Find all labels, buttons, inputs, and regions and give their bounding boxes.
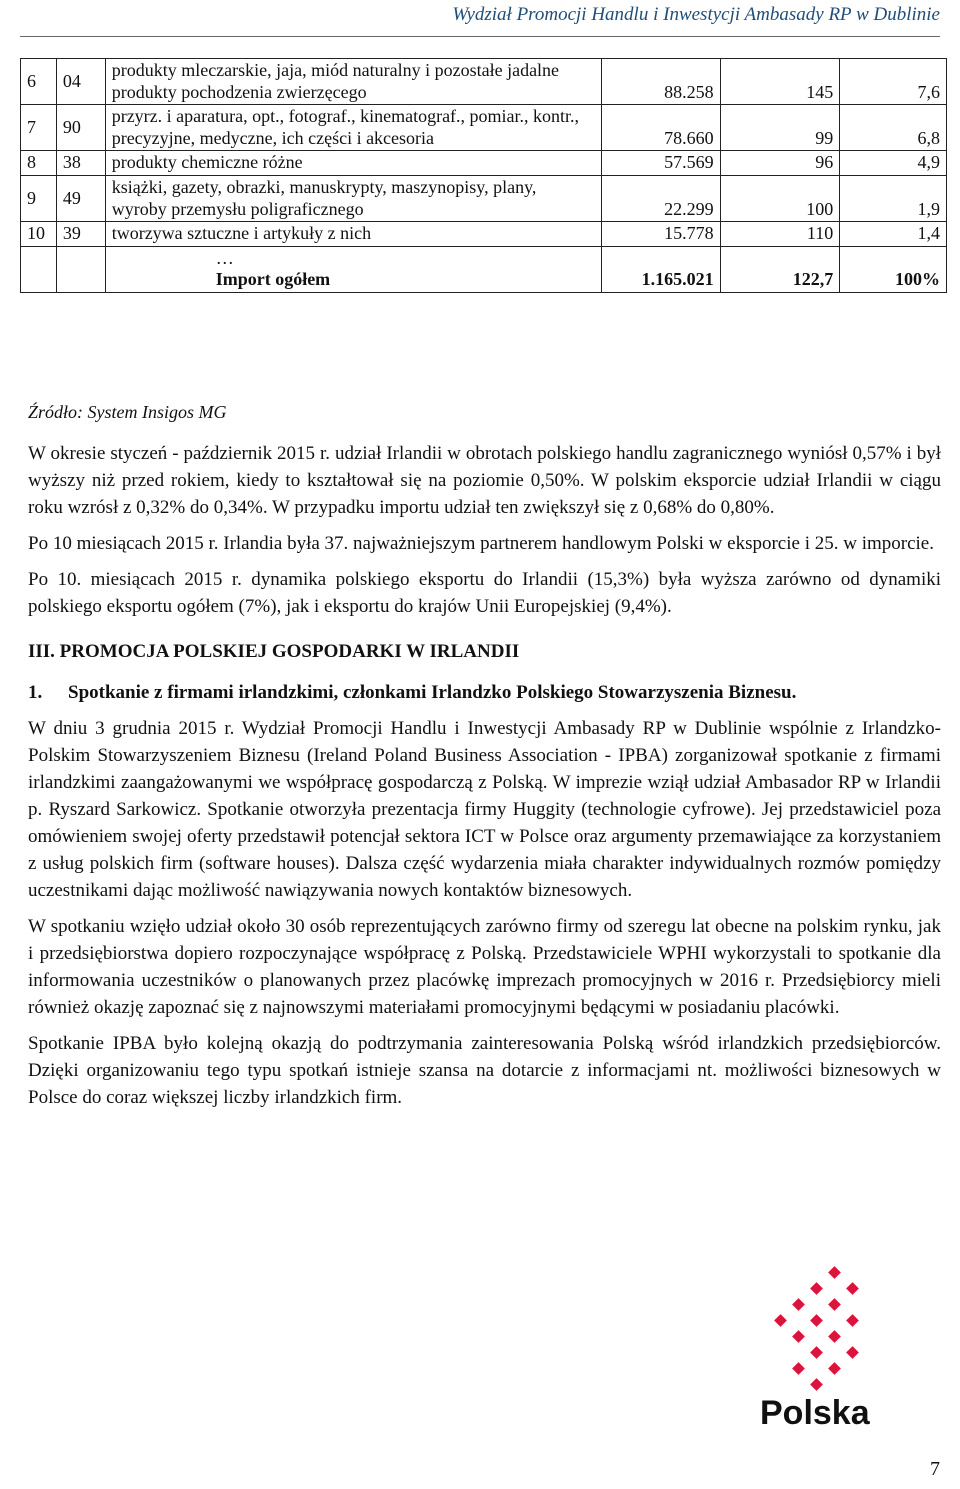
row-value: 57.569 (602, 151, 720, 176)
row-code: 04 (56, 59, 105, 105)
paragraph: Po 10. miesiącach 2015 r. dynamika polskiego eksportu do Irlandii (15,3%) była wyższa zarówno od dynamiki polskiego eksportu ogółem (7%), jak i eksportu do krajów Unii Europejskiej (9,4%). (28, 569, 941, 617)
row-number: 9 (21, 175, 57, 221)
main-text (28, 440, 941, 1120)
total-dynamics: 122,7 (720, 246, 840, 292)
subsection-title: Spotkanie z firmami irlandzkimi, członkami Irlandzko Polskiego Stowarzyszenia Biznesu. (68, 682, 797, 703)
subsection-number: 1. (28, 682, 43, 703)
row-code: 38 (56, 151, 105, 176)
paragraph: Spotkanie IPBA było kolejną okazją do podtrzymania zainteresowania Polską wśród irlandzkich przedsiębiorców. Dzięki organizowaniu tego typu spotkań istnieje szansa na dotarcie z informacjami nt. możliwości biznesowych w Polsce do coraz większej liczby irlandzkich firm. (28, 1033, 941, 1108)
total-label-text: Import ogółem (215, 269, 331, 290)
row-dynamics: 100 (720, 175, 840, 221)
total-share: 100% (840, 246, 947, 292)
row-share: 6,8 (840, 105, 947, 151)
row-value: 88.258 (602, 59, 720, 105)
row-dynamics: 110 (720, 222, 840, 247)
row-number: 10 (21, 222, 57, 247)
row-dynamics: 96 (720, 151, 840, 176)
page-number: 7 (930, 1458, 940, 1480)
subsection-heading (28, 679, 941, 706)
row-share: 1,4 (840, 222, 947, 247)
row-dynamics: 145 (720, 59, 840, 105)
polska-emblem-icon (774, 1266, 859, 1391)
row-share: 1,9 (840, 175, 947, 221)
row-value: 22.299 (602, 175, 720, 221)
polska-logo (760, 1262, 870, 1462)
table-row (21, 151, 947, 176)
total-value: 1.165.021 (602, 246, 720, 292)
polska-logo-text: Polska (760, 1394, 870, 1432)
row-description: tworzywa sztuczne i artykuły z nich (105, 222, 602, 247)
row-value: 78.660 (602, 105, 720, 151)
table-row (21, 105, 947, 151)
row-number: 6 (21, 59, 57, 105)
table-total-row (21, 246, 947, 292)
paragraph: W spotkaniu wzięło udział około 30 osób reprezentujących zarówno firmy od szeregu lat obecne na polskim rynku, jak i przedsiębiorstwa dopiero rozpoczynające współpracę z Polską. Przedstawiciele WPHI wykorzystali to spotkanie dla informowania uczestników o planowanych przez placówkę imprezach promocyjnych w 2016 r. Przedsiębiorcy mieli również okazję zapoznać się z najnowszymi materiałami promocyjnymi będącymi w posiadaniu placówki. (28, 916, 941, 1018)
paragraph: W okresie styczeń - październik 2015 r. udział Irlandii w obrotach polskiego handlu zagranicznego wyniósł 0,57% i był wyższy niż przed rokiem, kiedy to kształtował się na poziomie 0,50%. W polskim eksporcie udział Irlandii w ciągu roku wzrósł z 0,32% do 0,34%. W przypadku importu udział ten zwiększył się z 0,68% do 0,80%. (28, 443, 941, 518)
page-header: Wydział Promocji Handlu i Inwestycji Ambasady RP w Dublinie (452, 4, 940, 25)
row-code: 49 (56, 175, 105, 221)
table-row (21, 222, 947, 247)
section-heading: III. PROMOCJA POLSKIEJ GOSPODARKI W IRLANDII (28, 641, 520, 662)
row-share: 4,9 (840, 151, 947, 176)
paragraph: Po 10 miesiącach 2015 r. Irlandia była 37. najważniejszym partnerem handlowym Polski w eksporcie i 25. w imporcie. (28, 533, 934, 554)
row-description: produkty chemiczne różne (105, 151, 602, 176)
table-row (21, 175, 947, 221)
import-table (20, 58, 947, 293)
row-share: 7,6 (840, 59, 947, 105)
ellipsis: … (215, 247, 234, 268)
row-description: książki, gazety, obrazki, manuskrypty, maszynopisy, plany, wyroby przemysłu poligraficznego (105, 175, 602, 221)
row-dynamics: 99 (720, 105, 840, 151)
table-source: Źródło: System Insigos MG (28, 402, 227, 422)
row-number: 7 (21, 105, 57, 151)
row-code: 39 (56, 222, 105, 247)
row-number: 8 (21, 151, 57, 176)
row-code: 90 (56, 105, 105, 151)
paragraph: W dniu 3 grudnia 2015 r. Wydział Promocji Handlu i Inwestycji Ambasady RP w Dublinie wspólnie z Irlandzko-Polskim Stowarzyszeniem Biznesu (Ireland Poland Business Association - IPBA) zorganizował spotkanie z firmami irlandzkimi zaangażowanymi we współpracę gospodarczą z Polską. W imprezie wziął udział Ambasador RP w Irlandii p. Ryszard Sarkowicz. Spotkanie otworzyła prezentacja firmy Huggity (technologie cyfrowe). Jej przedstawiciel poza omówieniem swojej oferty przedstawił potencjał sektora ICT w Polsce oraz argumenty przemawiające za korzystaniem z usług polskich firm (software houses). Dalsza część wydarzenia miała charakter indywidualnych rozmów pomiędzy uczestnikami dając możliwość nawiązywania nowych kontaktów biznesowych. (28, 718, 941, 901)
row-description: produkty mleczarskie, jaja, miód naturalny i pozostałe jadalne produkty pochodzenia zwierzęcego (105, 59, 602, 105)
table-row (21, 59, 947, 105)
total-label (105, 246, 602, 292)
row-value: 15.778 (602, 222, 720, 247)
row-description: przyrz. i aparatura, opt., fotograf., kinematograf., pomiar., kontr., precyzyjne, medyczne, ich części i akcesoria (105, 105, 602, 151)
header-divider (20, 36, 940, 37)
